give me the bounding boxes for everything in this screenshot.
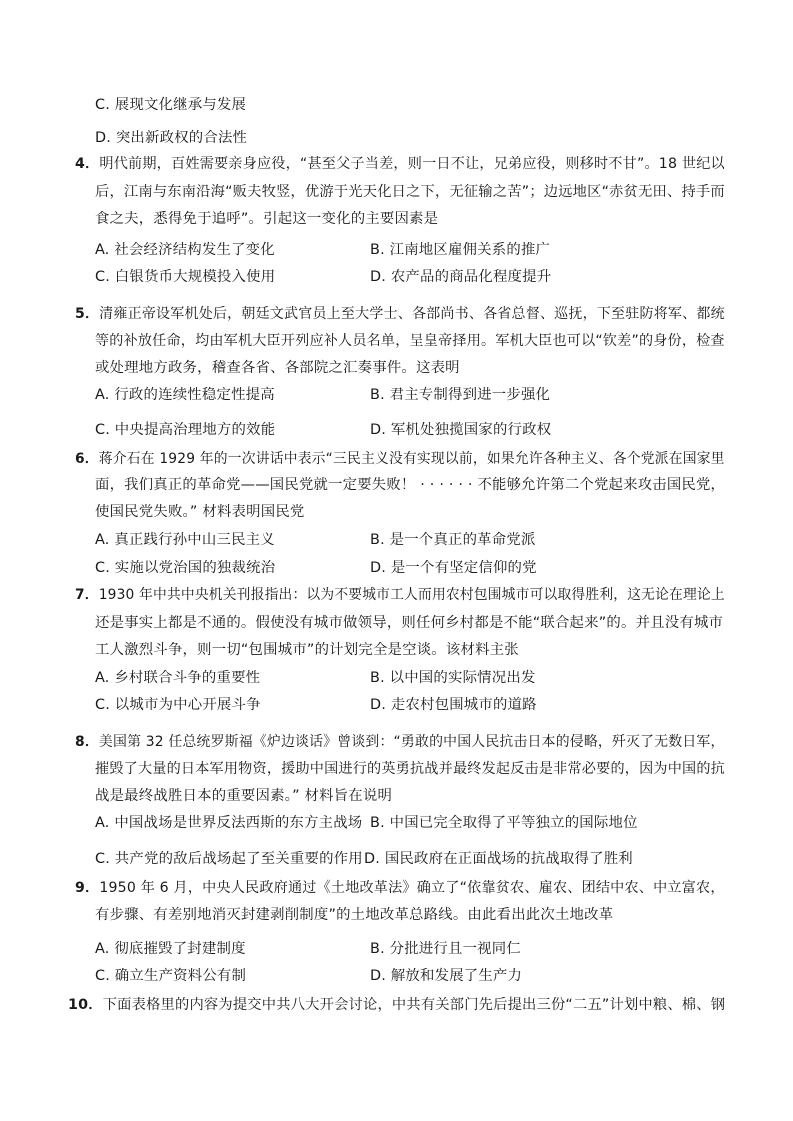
q6-line-1 [75,450,725,468]
q8-line-3: 战是最终战胜日本的重要因素。” 材料旨在说明 [95,788,393,804]
q5-text-1: 清雍正帝设军机处后，朝廷文武官员上至大学士、各部尚书、各省总督、巡抚，下至驻防将军、都统 [99,306,725,322]
q10-line-1 [68,996,725,1014]
q7-option-a: A. 乡村联合斗争的重要性 [95,670,261,686]
q6-number: 6． [75,451,99,467]
q9-option-c: C. 确立生产资料公有制 [95,968,247,984]
q10-number: 10． [68,997,103,1013]
q8-text-1: 美国第 32 任总统罗斯福《炉边谈话》曾谈到：“勇敢的中国人民抗击日本的侵略，歼灭了无数日军， [98,734,725,750]
q8-option-d: D. 国民政府在正面战场的抗战取得了胜利 [364,851,633,867]
q5-line-1 [75,305,725,323]
q9-option-d: D. 解放和发展了生产力 [370,968,523,984]
q5-option-c: C. 中央提高治理地方的效能 [95,422,276,438]
q3-option-c: C. 展现文化继承与发展 [95,97,247,113]
q9-line-2: 有步骤、有差别地消灭封建剥削制度”的土地改革总路线。由此看出此次土地改革 [95,907,614,923]
q9-text-1: 1950 年 6 月，中央人民政府通过《土地改革法》确立了“依靠贫农、雇农、团结中农、中立富农， [99,880,725,896]
q4-option-d: D. 农产品的商品化程度提升 [370,269,552,285]
q9-line-1 [75,879,725,897]
q4-line-1 [75,155,725,173]
q5-option-b: B. 君主专制得到进一步强化 [370,387,551,403]
q7-option-d: D. 走农村包围城市的道路 [370,697,537,713]
q6-option-a: A. 真正践行孙中山三民主义 [95,532,275,548]
q8-option-c: C. 共产党的敌后战场起了至关重要的作用 [95,851,363,867]
q7-line-2: 还是事实上都是不通的。假使没有城市做领导，则任何乡村都是不能“联合起来”的。并且没有城市 [95,615,724,631]
q7-number: 7． [75,587,99,603]
q5-number: 5． [75,306,100,322]
q4-text-1: 明代前期，百姓需要亲身应役，“甚至父子当差，则一日不让，兄弟应役，则移时不甘”。18 世纪以 [99,156,725,172]
q9-option-b: B. 分批进行且一视同仁 [370,941,521,957]
q5-line-3: 或处理地方政务，稽查各省、各部院之汇奏事件。这表明 [95,360,460,376]
q5-line-2: 等的补放任命，均由军机大臣开列应补人员名单，呈皇帝择用。军机大臣也可以“钦差”的身份，检查 [95,333,725,349]
q4-option-b: B. 江南地区雇佣关系的推广 [370,242,551,258]
q9-number: 9． [75,880,100,896]
q4-number: 4． [75,156,100,172]
q4-option-c: C. 白银货币大规模投入使用 [95,269,276,285]
q4-line-3: 食之夫，悉得免于追呼”。引起这一变化的主要因素是 [95,211,439,227]
q4-line-2: 后，江南与东南沿海“贩夫牧竖，优游于光天化日之下，无征输之苦”；边远地区“赤贫无田、持手而 [95,184,725,200]
q6-line-3: 使国民党失败。” 材料表明国民党 [95,504,305,520]
q3-option-d: D. 突出新政权的合法性 [95,130,248,146]
q7-line-1 [75,586,725,604]
q8-option-b: B. 中国已完全取得了平等独立的国际地位 [370,815,638,831]
q6-text-1: 蒋介石在 1929 年的一次讲话中表示“三民主义没有实现以前，如果允许各种主义、各个党派在国家里 [98,451,725,467]
q10-text-1: 下面表格里的内容为提交中共八大开会讨论，中共有关部门先后提出三份“二五”计划中粮、棉、钢 [102,997,726,1013]
q7-option-c: C. 以城市为中心开展斗争 [95,697,261,713]
q6-option-c: C. 实施以党治国的独裁统治 [95,560,276,576]
q7-line-3: 工人激烈斗争，则一切“包围城市”的计划完全是空谈。该材料主张 [95,642,519,658]
q6-option-b: B. 是一个真正的革命党派 [370,532,536,548]
q8-line-2: 摧毁了大量的日本军用物资，援助中国进行的英勇抗战并最终发起反击是非常必要的，因为中国的抗 [95,761,725,777]
q5-option-a: A. 行政的连续性稳定性提高 [95,387,275,403]
q9-option-a: A. 彻底摧毁了封建制度 [95,941,246,957]
q6-line-2: 面，我们真正的革命党——国民党就一定要失败！ · · · · · · 不能够允许第二个党起来攻击国民党， [95,477,726,493]
q4-option-a: A. 社会经济结构发生了变化 [95,242,275,258]
q7-text-1: 1930 年中共中央机关刊报指出：以为不要城市工人而用农村包围城市可以取得胜利，这无论在理论上 [98,587,725,603]
q8-line-1 [75,733,725,751]
q5-option-d: D. 军机处独揽国家的行政权 [370,422,552,438]
q7-option-b: B. 以中国的实际情况出发 [370,670,536,686]
q8-option-a: A. 中国战场是世界反法西斯的东方主战场 [95,815,363,831]
q8-number: 8． [75,734,99,750]
q6-option-d: D. 是一个有坚定信仰的党 [370,560,537,576]
